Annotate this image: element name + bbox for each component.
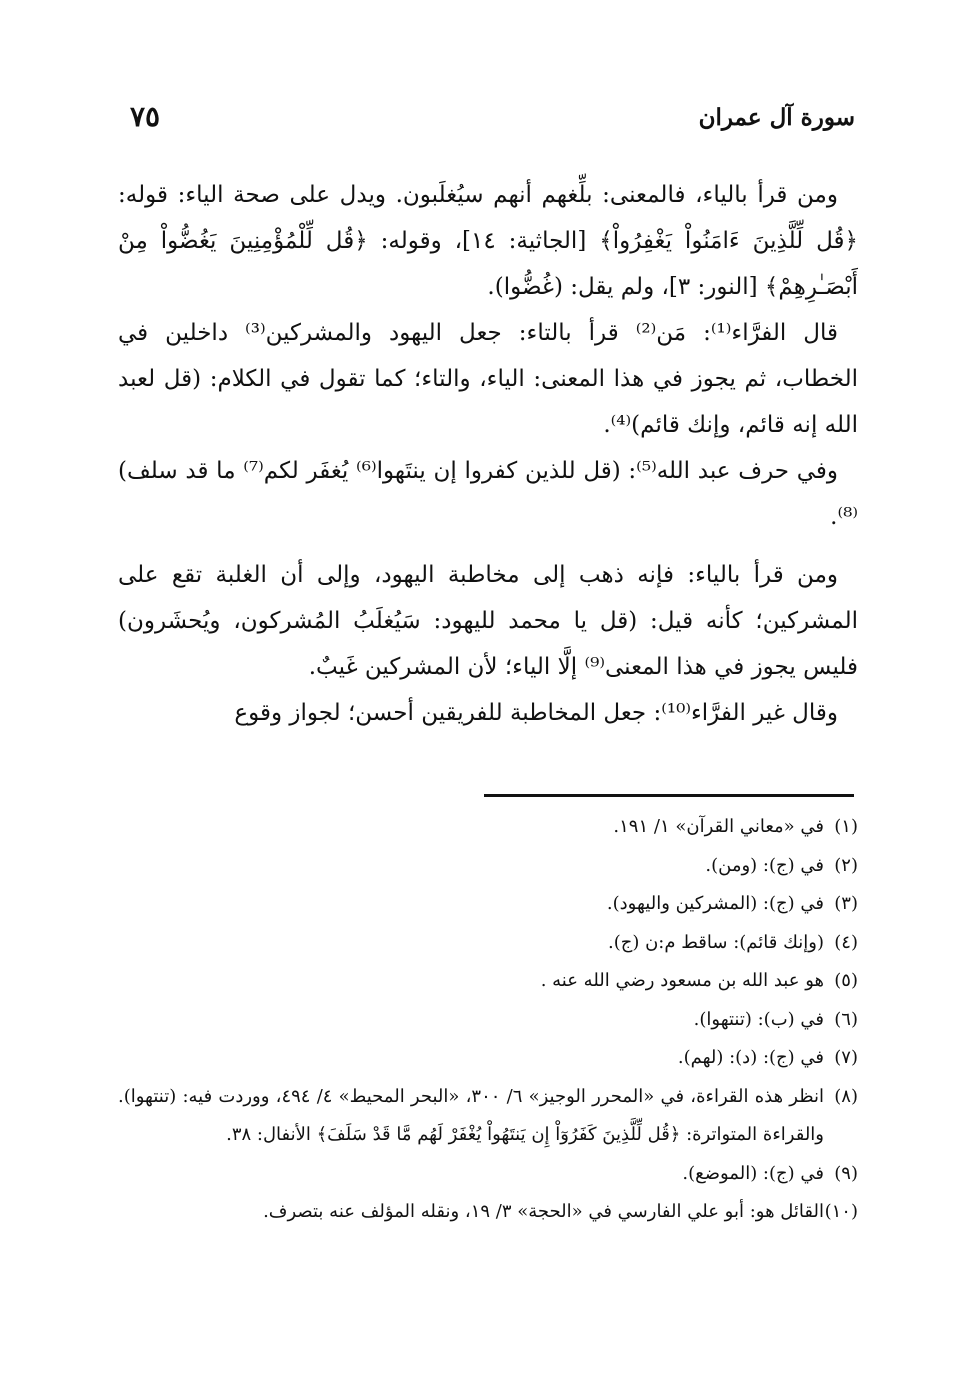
footnote-text: انظر هذه القراءة، في «المحرر الوجيز» ٦/ ٣٠٠، «البحر المحيط» ٤/ ٤٩٤، ووردت فيه: (تنتهوا). والقراءة المتواترة: ﴿قُل لِّلَّذِينَ كَفَرُوٓاْ إِن يَنتَهُواْ يُغْفَرْ لَهُم مَّا قَدْ سَلَفَ﴾ الأنفال: ٣٨. bbox=[118, 1085, 824, 1145]
footnote-text: في (ب): (تنتهوا). bbox=[693, 1008, 824, 1030]
footnote-number: (٢) bbox=[834, 854, 858, 876]
paragraph: ومن قرأ بالياء: فإنه ذهب إلى مخاطبة اليهود، وإلى أن الغلبة تقع على المشركين؛ كأنه قيل: (قل يا محمد لليهود: سَيُغلَبُ المُشركون، ويُحشَرون) فليس يجوز في هذا المعنى⁽⁹⁾ إلَّا الياء؛ لأن المشركين غَيبٌ. bbox=[118, 562, 858, 680]
footnote-number: (١) bbox=[834, 816, 858, 837]
footnote-number: (٧) bbox=[834, 1047, 858, 1068]
footnote bbox=[118, 1039, 858, 1078]
footnote bbox=[118, 808, 858, 847]
footnote-text: القائل هو: أبو علي الفارسي في «الحجة» ٣/ ١٩، ونقله المؤلف عنه بتصرف. bbox=[263, 1201, 824, 1222]
main-text bbox=[118, 172, 858, 736]
footnote bbox=[118, 1078, 858, 1155]
footnote-text: في (ج): (المشركين واليهود). bbox=[606, 893, 824, 914]
paragraph: وقال غير الفرَّاء⁽¹⁰⁾: جعل المخاطبة للفريقين أحسن؛ لجواز وقوع bbox=[234, 700, 838, 726]
footnote-text: في «معاني القرآن» ١/ ١٩١. bbox=[613, 816, 824, 837]
page-number: ٧٥ bbox=[130, 100, 161, 133]
footnote bbox=[118, 1193, 858, 1232]
footnotes-divider bbox=[484, 794, 854, 797]
footnote-number: (١٠) bbox=[824, 1201, 858, 1222]
paragraph: قال الفرَّاء⁽¹⁾: مَن⁽²⁾ قرأ بالتاء: جعل اليهود والمشركين⁽³⁾ داخلين في الخطاب، ثم يجوز في هذا المعنى: الياء، والتاء؛ كما تقول في الكلام: (قل لعبد الله إنه قائم، وإنك قائم)⁽⁴⁾. bbox=[118, 320, 858, 438]
paragraph: وفي حرف عبد الله⁽⁵⁾: (قل للذين كفروا إن ينتَهوا⁽⁶⁾ يُغفَر لكم⁽⁷⁾ ما قد سلف)⁽⁸⁾. bbox=[118, 458, 858, 530]
footnote-number: (٨) bbox=[834, 1085, 858, 1107]
footnote-text: هو عبد الله بن مسعود رضي الله عنه . bbox=[540, 970, 824, 991]
footnote bbox=[118, 847, 858, 886]
footnote-number: (٣) bbox=[834, 893, 858, 914]
footnote bbox=[118, 1155, 858, 1194]
footnote bbox=[118, 885, 858, 924]
page-header bbox=[120, 100, 855, 140]
footnote bbox=[118, 924, 858, 963]
footnote-number: (٥) bbox=[834, 970, 858, 991]
footnote bbox=[118, 962, 858, 1001]
footnote-number: (٩) bbox=[834, 1162, 858, 1184]
surah-title: سورة آل عمران bbox=[698, 104, 855, 131]
footnote-number: (٤) bbox=[834, 931, 858, 953]
footnotes bbox=[118, 808, 858, 1232]
footnote-text: في (ج): (الموضع). bbox=[682, 1162, 824, 1184]
footnote bbox=[118, 1001, 858, 1040]
footnote-number: (٦) bbox=[834, 1008, 858, 1030]
footnote-text: في (ج): (ومن). bbox=[705, 854, 824, 876]
footnote-text: (وإنك قائم): ساقط م:ن (ج). bbox=[607, 931, 824, 953]
paragraph: ومن قرأ بالياء، فالمعنى: بلِّغهم أنهم سيُغلَبون. ويدل على صحة الياء: قوله: ﴿قُل لِّلَّذِينَ ءَامَنُواْ يَغْفِرُواْ﴾ [الجاثية: ١٤]، وقوله: ﴿قُل لِّلْمُؤْمِنِينَ يَغُضُّواْ مِنْ أَبْصَـٰرِهِمْ﴾ [النور: ٣]، ولم يقل: (غُضُّوا). bbox=[118, 182, 859, 300]
footnote-text: في (ج): (د): (لهم). bbox=[677, 1047, 824, 1068]
